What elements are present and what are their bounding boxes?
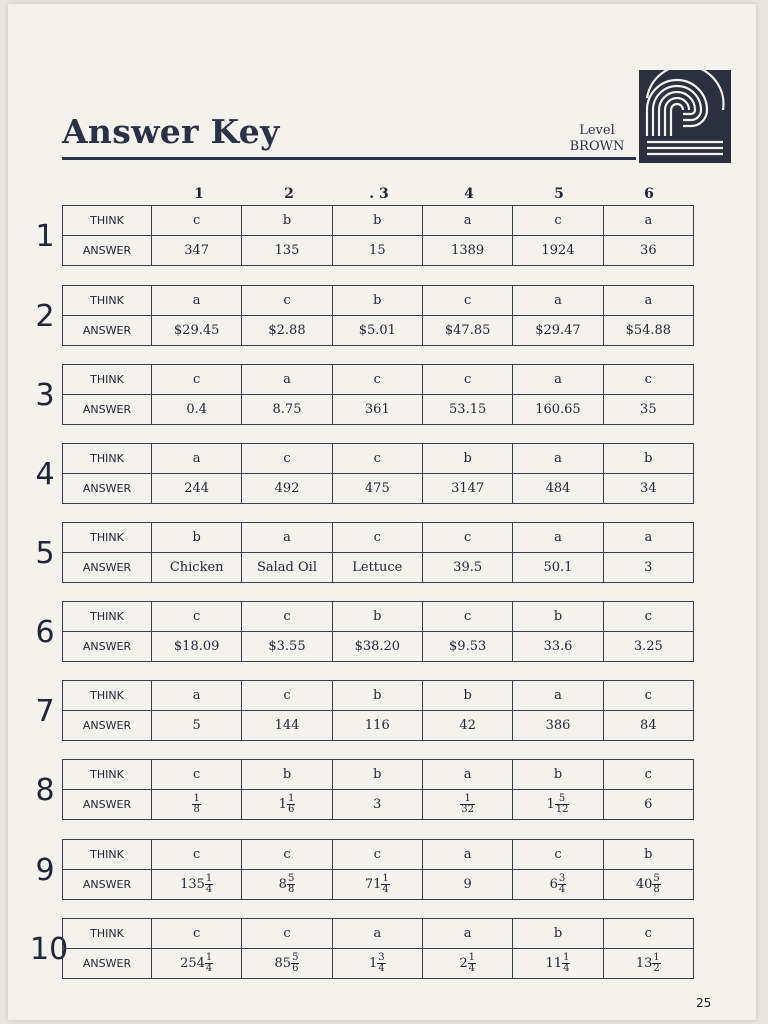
fraction-whole: 6: [549, 877, 558, 892]
answer-cell: $9.53: [422, 632, 512, 662]
answer-cell: 36: [603, 236, 693, 266]
answer-cell: 0.4: [152, 395, 242, 425]
row-number: 8: [35, 773, 55, 808]
fraction: [558, 874, 566, 895]
fraction: [460, 794, 475, 815]
fraction-numerator: 1: [468, 952, 475, 963]
answer-cell: 1389: [422, 236, 512, 266]
think-cell: c: [242, 681, 332, 711]
answer-cell: 361: [332, 395, 422, 425]
column-header: 1: [194, 186, 204, 202]
fraction-whole: 85: [274, 956, 292, 971]
think-cell: c: [513, 206, 603, 236]
answer-label: ANSWER: [63, 474, 152, 504]
think-row: [63, 681, 694, 711]
fraction-numerator: 1: [287, 793, 295, 804]
think-cell: c: [513, 840, 603, 870]
think-cell: a: [513, 681, 603, 711]
think-cell: c: [332, 840, 422, 870]
think-label: THINK: [63, 681, 152, 711]
think-cell: b: [242, 206, 332, 236]
fraction: [468, 953, 476, 974]
row-number: 7: [35, 694, 55, 729]
answer-cell: [242, 949, 332, 979]
think-row: [63, 444, 694, 474]
think-cell: a: [513, 365, 603, 395]
row-number: 3: [35, 378, 55, 413]
fraction-numerator: 1: [563, 952, 570, 963]
think-row: [63, 523, 694, 553]
think-row: [63, 206, 694, 236]
answer-block: [62, 522, 694, 583]
think-cell: a: [603, 206, 693, 236]
answer-row: [63, 395, 694, 425]
think-cell: c: [422, 523, 512, 553]
column-header: 5: [554, 186, 564, 202]
fraction-whole: 71: [364, 877, 382, 892]
fraction-numerator: 1: [382, 873, 389, 884]
think-label: THINK: [63, 760, 152, 790]
answer-block: [62, 601, 694, 662]
think-cell: a: [422, 206, 512, 236]
row-number: 9: [35, 853, 55, 888]
fraction-numerator: 1: [653, 952, 660, 963]
answer-cell: [422, 790, 512, 820]
answer-cell: 3147: [422, 474, 512, 504]
think-cell: b: [332, 286, 422, 316]
answer-cell: $47.85: [422, 316, 512, 346]
answer-label: ANSWER: [63, 236, 152, 266]
answer-cell: 160.65: [513, 395, 603, 425]
think-cell: c: [332, 444, 422, 474]
answer-cell: [603, 870, 693, 900]
think-cell: b: [332, 602, 422, 632]
think-label: THINK: [63, 602, 152, 632]
fraction-numerator: 1: [205, 952, 213, 963]
answer-cell: 15: [332, 236, 422, 266]
answer-cell: 35: [603, 395, 693, 425]
think-cell: c: [603, 681, 693, 711]
answer-label: ANSWER: [63, 711, 152, 741]
answer-cell: 5: [152, 711, 242, 741]
answer-cell: 3: [603, 553, 693, 583]
answer-label: ANSWER: [63, 553, 152, 583]
fraction: [291, 953, 299, 974]
answer-block: [62, 918, 694, 979]
answer-cell: [513, 949, 603, 979]
row-number: 10: [30, 932, 69, 967]
fraction-denominator: 4: [378, 963, 385, 974]
answer-cell: 135: [242, 236, 332, 266]
fraction-whole: 1: [546, 797, 555, 812]
think-cell: a: [603, 523, 693, 553]
fraction-whole: 1: [278, 797, 287, 812]
answer-row: [63, 553, 694, 583]
answer-cell: [332, 949, 422, 979]
row-number: 5: [35, 536, 55, 571]
think-cell: a: [422, 840, 512, 870]
fraction-denominator: 12: [555, 804, 569, 815]
think-cell: b: [242, 760, 332, 790]
fraction-denominator: 2: [653, 963, 660, 974]
page-number: 25: [696, 996, 712, 1010]
fraction-denominator: 4: [563, 963, 570, 974]
fraction-whole: 11: [545, 956, 563, 971]
answer-cell: 84: [603, 711, 693, 741]
concentric-arcs-logo: [639, 70, 731, 163]
answer-cell: 244: [152, 474, 242, 504]
think-cell: b: [332, 681, 422, 711]
fraction-denominator: 32: [461, 804, 475, 815]
think-cell: c: [242, 286, 332, 316]
think-cell: c: [152, 840, 242, 870]
answer-label: ANSWER: [63, 395, 152, 425]
fraction: [562, 953, 570, 974]
think-cell: c: [152, 206, 242, 236]
answer-cell: 3: [332, 790, 422, 820]
think-cell: a: [152, 444, 242, 474]
think-cell: c: [603, 602, 693, 632]
answer-label: ANSWER: [63, 790, 152, 820]
answer-cell: [332, 870, 422, 900]
think-row: [63, 602, 694, 632]
think-cell: a: [513, 286, 603, 316]
fraction-denominator: 4: [468, 963, 475, 974]
think-cell: c: [152, 760, 242, 790]
think-cell: b: [513, 602, 603, 632]
answer-row: [63, 236, 694, 266]
row-number: 6: [35, 615, 55, 650]
fraction-whole: 2: [459, 956, 468, 971]
answer-block: [62, 205, 694, 266]
fraction-whole: 1: [368, 956, 378, 971]
think-cell: c: [242, 444, 332, 474]
fraction-numerator: 3: [378, 952, 385, 963]
answer-row: [63, 632, 694, 662]
answer-cell: 3.25: [603, 632, 693, 662]
think-label: THINK: [63, 365, 152, 395]
think-cell: c: [242, 919, 332, 949]
level-indicator: [562, 123, 632, 155]
think-cell: c: [603, 760, 693, 790]
think-cell: b: [603, 840, 693, 870]
answer-cell: $5.01: [332, 316, 422, 346]
fraction-numerator: 5: [292, 952, 299, 963]
think-cell: b: [513, 760, 603, 790]
answer-cell: [152, 790, 242, 820]
answer-cell: 1924: [513, 236, 603, 266]
think-cell: b: [332, 760, 422, 790]
answer-block: [62, 364, 694, 425]
answer-cell: $3.55: [242, 632, 332, 662]
fraction-numerator: 3: [558, 873, 566, 884]
answer-cell: 8.75: [242, 395, 332, 425]
think-cell: b: [513, 919, 603, 949]
column-header: . 3: [369, 186, 389, 202]
answer-cell: [603, 949, 693, 979]
answer-cell: [513, 790, 603, 820]
answer-cell: $54.88: [603, 316, 693, 346]
think-cell: c: [332, 523, 422, 553]
fraction: [555, 794, 570, 815]
fraction-denominator: 4: [205, 963, 213, 974]
answer-label: ANSWER: [63, 870, 152, 900]
fraction-denominator: 4: [558, 884, 566, 895]
level-value: BROWN: [569, 139, 625, 154]
fraction-numerator: 1: [205, 873, 213, 884]
fraction: [205, 953, 213, 974]
think-cell: a: [422, 760, 512, 790]
answer-cell: Chicken: [152, 553, 242, 583]
answer-cell: 347: [152, 236, 242, 266]
think-row: [63, 286, 694, 316]
think-cell: c: [603, 919, 693, 949]
think-row: [63, 365, 694, 395]
answer-row: [63, 711, 694, 741]
answer-row: [63, 790, 694, 820]
think-cell: c: [242, 602, 332, 632]
fraction-denominator: 6: [287, 804, 295, 815]
think-cell: c: [152, 365, 242, 395]
answer-cell: Lettuce: [332, 553, 422, 583]
answer-row: [63, 949, 694, 979]
think-label: THINK: [63, 523, 152, 553]
think-label: THINK: [63, 444, 152, 474]
think-cell: a: [513, 444, 603, 474]
think-cell: a: [332, 919, 422, 949]
fraction: [381, 874, 389, 895]
column-header: 2: [284, 186, 294, 202]
think-cell: a: [422, 919, 512, 949]
fraction-whole: 13: [635, 956, 653, 971]
fraction-numerator: 1: [193, 793, 200, 804]
think-cell: b: [603, 444, 693, 474]
answer-cell: 116: [332, 711, 422, 741]
fraction-denominator: 8: [653, 884, 660, 895]
think-cell: c: [152, 919, 242, 949]
answer-cell: [422, 949, 512, 979]
think-cell: b: [332, 206, 422, 236]
answer-cell: $29.45: [152, 316, 242, 346]
answer-block: [62, 839, 694, 900]
fraction-whole: 135: [180, 877, 205, 892]
answer-cell: [242, 870, 332, 900]
answer-label: ANSWER: [63, 632, 152, 662]
logo-icon: [639, 70, 731, 163]
fraction: [377, 953, 385, 974]
answer-cell: Salad Oil: [242, 553, 332, 583]
fraction: [652, 874, 660, 895]
think-cell: c: [242, 840, 332, 870]
level-label: Level: [579, 123, 615, 138]
answer-cell: $18.09: [152, 632, 242, 662]
answer-cell: 34: [603, 474, 693, 504]
answer-row: [63, 474, 694, 504]
answer-cell: [152, 949, 242, 979]
fraction-numerator: 1: [460, 794, 475, 805]
answer-cell: 42: [422, 711, 512, 741]
fraction-denominator: 4: [205, 884, 213, 895]
think-cell: c: [332, 365, 422, 395]
fraction: [205, 874, 213, 895]
answer-block: [62, 443, 694, 504]
think-cell: a: [152, 681, 242, 711]
page-title: Answer Key: [62, 112, 280, 151]
fraction-denominator: 8: [287, 884, 295, 895]
think-cell: b: [422, 681, 512, 711]
answer-cell: 492: [242, 474, 332, 504]
fraction-numerator: 5: [653, 873, 660, 884]
fraction-denominator: 4: [382, 884, 389, 895]
fraction-denominator: 6: [292, 963, 299, 974]
answer-cell: [513, 870, 603, 900]
think-cell: c: [422, 602, 512, 632]
answer-cell: $38.20: [332, 632, 422, 662]
think-label: THINK: [63, 919, 152, 949]
answer-label: ANSWER: [63, 316, 152, 346]
answer-cell: 144: [242, 711, 332, 741]
answer-row: [63, 316, 694, 346]
column-header: 4: [464, 186, 474, 202]
row-number: 1: [35, 219, 55, 254]
think-label: THINK: [63, 840, 152, 870]
answer-cell: [152, 870, 242, 900]
fraction-whole: 8: [278, 877, 287, 892]
fraction: [287, 794, 295, 815]
answer-cell: $2.88: [242, 316, 332, 346]
think-cell: c: [152, 602, 242, 632]
think-cell: a: [513, 523, 603, 553]
think-row: [63, 919, 694, 949]
fraction-numerator: 5: [555, 794, 570, 805]
think-label: THINK: [63, 286, 152, 316]
think-cell: c: [603, 365, 693, 395]
title-underline: [62, 157, 636, 160]
answer-cell: 484: [513, 474, 603, 504]
answer-cell: 6: [603, 790, 693, 820]
fraction-whole: 40: [635, 877, 653, 892]
fraction: [192, 794, 200, 815]
answer-cell: 53.15: [422, 395, 512, 425]
answer-cell: [242, 790, 332, 820]
think-label: THINK: [63, 206, 152, 236]
fraction-whole: 254: [180, 956, 205, 971]
column-header: 6: [644, 186, 654, 202]
answer-label: ANSWER: [63, 949, 152, 979]
think-row: [63, 760, 694, 790]
think-row: [63, 840, 694, 870]
answer-block: [62, 759, 694, 820]
row-number: 2: [35, 299, 55, 334]
think-cell: c: [422, 365, 512, 395]
answer-cell: $29.47: [513, 316, 603, 346]
answer-cell: 9: [422, 870, 512, 900]
answer-block: [62, 285, 694, 346]
fraction-denominator: 8: [193, 804, 200, 815]
answer-row: [63, 870, 694, 900]
fraction-numerator: 5: [287, 873, 295, 884]
answer-cell: 39.5: [422, 553, 512, 583]
fraction: [287, 874, 295, 895]
think-cell: a: [242, 365, 332, 395]
fraction: [652, 953, 660, 974]
answer-cell: 475: [332, 474, 422, 504]
think-cell: b: [422, 444, 512, 474]
think-cell: b: [152, 523, 242, 553]
row-number: 4: [35, 457, 55, 492]
answer-cell: 50.1: [513, 553, 603, 583]
think-cell: c: [422, 286, 512, 316]
answer-cell: 386: [513, 711, 603, 741]
answer-block: [62, 680, 694, 741]
answer-cell: 33.6: [513, 632, 603, 662]
think-cell: a: [152, 286, 242, 316]
think-cell: a: [603, 286, 693, 316]
think-cell: a: [242, 523, 332, 553]
